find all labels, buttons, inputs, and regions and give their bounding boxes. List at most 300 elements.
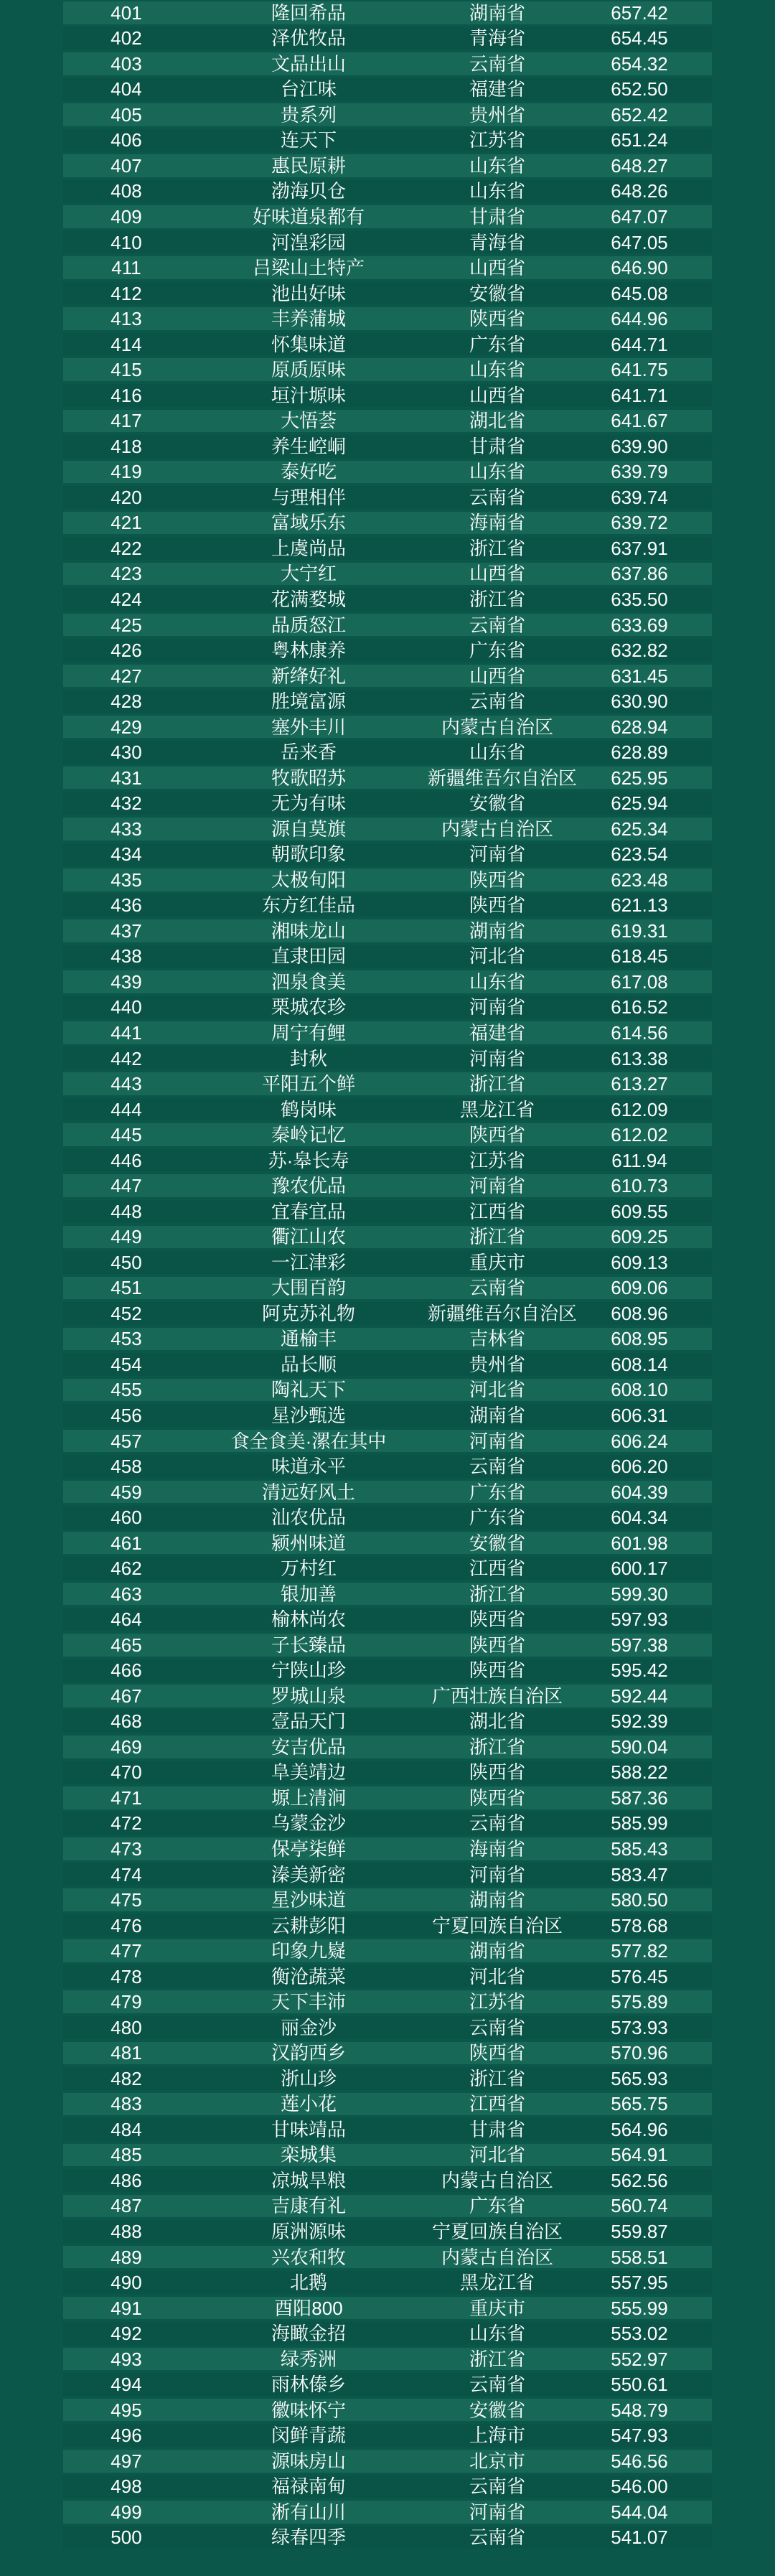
province-cell: 河北省: [469, 2144, 525, 2166]
score-cell: 641.67: [611, 410, 668, 432]
table-row: [63, 969, 712, 995]
province-cell: 安徽省: [469, 2399, 525, 2421]
score-cell: 557.95: [611, 2272, 668, 2294]
table-row: [63, 1862, 712, 1888]
rank-cell: 489: [111, 2246, 142, 2268]
rank-cell: 454: [111, 1353, 142, 1375]
province-cell: 山东省: [469, 741, 525, 764]
score-cell: 544.04: [611, 2501, 668, 2523]
table-row: [63, 357, 712, 383]
rank-cell: 478: [111, 1965, 142, 1987]
score-cell: 612.02: [611, 1124, 668, 1146]
brand-name-cell: 阿克苏礼物: [261, 1302, 355, 1324]
score-cell: 613.27: [611, 1073, 668, 1095]
rank-cell: 431: [111, 767, 142, 789]
rank-cell: 482: [111, 2067, 142, 2089]
table-row: [63, 1250, 712, 1275]
province-cell: 云南省: [469, 2526, 525, 2549]
province-cell: 浙江省: [469, 1736, 525, 1758]
brand-name-cell: 通榆丰: [280, 1328, 337, 1350]
score-cell: 647.07: [611, 206, 668, 228]
table-row-inner: [63, 2118, 712, 2141]
rank-cell: 428: [111, 690, 142, 713]
province-cell: 江苏省: [469, 1991, 525, 2013]
rank-cell: 424: [111, 588, 142, 610]
score-cell: 546.00: [611, 2476, 668, 2498]
rank-cell: 462: [111, 1558, 142, 1580]
rank-cell: 447: [111, 1175, 142, 1197]
rank-cell: 401: [111, 1, 142, 24]
province-cell: 浙江省: [469, 588, 525, 610]
table-row-inner: [63, 563, 712, 586]
table-row: [63, 281, 712, 306]
province-cell: 河南省: [469, 1175, 525, 1197]
score-cell: 576.45: [611, 1965, 668, 1987]
table-row: [63, 2270, 712, 2295]
table-row-inner: [63, 256, 712, 279]
table-row-inner: [63, 537, 712, 560]
rank-cell: 483: [111, 2093, 142, 2115]
brand-name-cell: 汕农优品: [271, 1507, 346, 1529]
rank-cell: 450: [111, 1251, 142, 1273]
score-cell: 577.82: [611, 1940, 668, 1962]
rank-cell: 486: [111, 2169, 142, 2191]
table-row: [63, 1071, 712, 1097]
province-cell: 浙江省: [469, 537, 525, 559]
brand-name-cell: 平阳五个鲜: [261, 1073, 355, 1095]
table-row: [63, 2168, 712, 2193]
rank-cell: 500: [111, 2526, 142, 2549]
table-row: [63, 816, 712, 842]
province-cell: 山东省: [469, 2323, 525, 2345]
table-row: [63, 1046, 712, 1072]
table-row: [63, 535, 712, 561]
table-row-inner: [63, 1481, 712, 1504]
table-row: [63, 561, 712, 587]
table-row: [63, 1097, 712, 1123]
table-row-inner: [63, 1047, 712, 1070]
score-cell: 565.75: [611, 2093, 668, 2115]
table-row-inner: [63, 1965, 712, 1988]
table-row: [63, 1301, 712, 1326]
score-cell: 553.02: [611, 2323, 668, 2345]
table-row: [63, 1402, 712, 1428]
brand-name-cell: 罗城山泉: [271, 1685, 346, 1707]
province-cell: 北京市: [469, 2450, 525, 2472]
province-cell: 浙江省: [469, 1073, 525, 1095]
province-cell: 甘肃省: [469, 206, 525, 228]
score-cell: 578.68: [611, 1914, 668, 1936]
brand-name-cell: 怀集味道: [271, 333, 346, 355]
table-row-inner: [63, 919, 712, 942]
province-cell: 江西省: [469, 1200, 525, 1222]
province-cell: 山西省: [469, 563, 525, 585]
table-row-inner: [63, 2424, 712, 2447]
table-row-inner: [63, 2093, 712, 2116]
table-row-inner: [63, 741, 712, 764]
brand-name-cell: 岳来香: [280, 741, 337, 764]
province-cell: 福建省: [469, 1022, 525, 1044]
brand-name-cell: 源味房山: [271, 2450, 346, 2472]
rank-cell: 432: [111, 792, 142, 815]
province-cell: 安徽省: [469, 1532, 525, 1554]
rank-cell: 405: [111, 103, 142, 126]
province-cell: 湖南省: [469, 1404, 525, 1426]
brand-name-cell: 上虞尚品: [271, 537, 346, 559]
score-cell: 547.93: [611, 2425, 668, 2447]
score-cell: 570.96: [611, 2042, 668, 2064]
table-row-inner: [63, 1736, 712, 1758]
province-cell: 湖南省: [469, 1940, 525, 1962]
rank-cell: 443: [111, 1073, 142, 1095]
rank-cell: 494: [111, 2374, 142, 2396]
table-row: [63, 1224, 712, 1250]
table-row-inner: [63, 894, 712, 917]
brand-name-cell: 与理相伴: [271, 486, 346, 508]
table-row: [63, 1020, 712, 1046]
rank-cell: 473: [111, 1838, 142, 1860]
score-cell: 599.30: [611, 1583, 668, 1605]
brand-name-cell: 保亭柒鲜: [271, 1838, 346, 1860]
score-cell: 641.71: [611, 384, 668, 406]
score-cell: 597.38: [611, 1634, 668, 1656]
brand-name-cell: 颍州味道: [271, 1532, 346, 1554]
brand-name-cell: 丰养蒲城: [271, 308, 346, 330]
province-cell: 云南省: [469, 486, 525, 508]
table-row: [63, 1760, 712, 1786]
score-cell: 587.36: [611, 1786, 668, 1809]
brand-name-cell: 食全食美·漯在其中: [230, 1430, 387, 1452]
province-cell: 陕西省: [469, 1608, 525, 1631]
table-row: [63, 2295, 712, 2321]
table-row: [63, 714, 712, 740]
rank-cell: 421: [111, 512, 142, 534]
brand-name-cell: 胜境富源: [271, 690, 346, 713]
province-cell: 江西省: [469, 2093, 525, 2115]
brand-name-cell: 丽金沙: [280, 2016, 337, 2038]
score-cell: 613.38: [611, 1047, 668, 1069]
province-cell: 广东省: [469, 1507, 525, 1529]
score-cell: 606.24: [611, 1430, 668, 1452]
table-row: [63, 1530, 712, 1556]
table-row: [63, 179, 712, 205]
brand-name-cell: 大围百韵: [271, 1277, 346, 1299]
brand-name-cell: 福禄南甸: [271, 2476, 346, 2498]
brand-name-cell: 秦岭记忆: [271, 1124, 346, 1146]
score-cell: 562.56: [611, 2169, 668, 2191]
rank-cell: 425: [111, 614, 142, 636]
table-row: [63, 255, 712, 281]
table-row-inner: [63, 2220, 712, 2243]
province-cell: 内蒙古自治区: [441, 818, 553, 840]
table-row-inner: [63, 410, 712, 433]
table-row: [63, 434, 712, 459]
rank-cell: 485: [111, 2144, 142, 2166]
table-row: [63, 1479, 712, 1505]
table-row-inner: [63, 2399, 712, 2422]
brand-name-cell: 东方红佳品: [261, 894, 355, 917]
province-cell: 山西省: [469, 384, 525, 406]
score-cell: 617.08: [611, 970, 668, 993]
brand-name-cell: 星沙甄选: [271, 1404, 346, 1426]
table-row: [63, 1913, 712, 1939]
brand-name-cell: 徽味怀宁: [271, 2399, 346, 2421]
brand-name-cell: 阜美靖边: [271, 1761, 346, 1784]
table-row-inner: [63, 2297, 712, 2320]
province-cell: 宁夏回族自治区: [431, 1914, 563, 1936]
rank-cell: 411: [111, 257, 141, 279]
province-cell: 贵州省: [469, 1353, 525, 1375]
score-cell: 610.73: [611, 1175, 668, 1197]
brand-name-cell: 垣汁塬味: [271, 384, 346, 406]
brand-name-cell: 新绛好礼: [271, 665, 346, 687]
brand-name-cell: 无为有味: [271, 792, 346, 815]
table-row: [63, 77, 712, 103]
table-row-inner: [63, 1302, 712, 1325]
province-cell: 陕西省: [469, 1124, 525, 1146]
province-cell: 河南省: [469, 1047, 525, 1069]
table-row-inner: [63, 2169, 712, 2192]
province-cell: 广东省: [469, 640, 525, 662]
table-row: [63, 408, 712, 434]
brand-name-cell: 台江味: [280, 78, 337, 100]
score-cell: 564.91: [611, 2144, 668, 2166]
rank-cell: 471: [111, 1786, 142, 1809]
score-cell: 618.45: [611, 945, 668, 968]
score-cell: 600.17: [611, 1558, 668, 1580]
province-cell: 江苏省: [469, 1149, 525, 1171]
rank-cell: 458: [111, 1456, 142, 1478]
table-row: [63, 2142, 712, 2168]
rank-cell: 448: [111, 1200, 142, 1222]
brand-name-cell: 汉韵西乡: [271, 2042, 346, 2064]
rank-cell: 472: [111, 1812, 142, 1835]
brand-name-cell: 吉康有礼: [271, 2195, 346, 2217]
table-row: [63, 1709, 712, 1735]
table-row: [63, 1836, 712, 1862]
rank-cell: 492: [111, 2323, 142, 2345]
province-cell: 云南省: [469, 1812, 525, 1835]
province-cell: 广东省: [469, 333, 525, 355]
brand-name-cell: 塬上清涧: [271, 1786, 346, 1809]
table-row-inner: [63, 1863, 712, 1886]
province-cell: 河南省: [469, 996, 525, 1018]
score-cell: 639.72: [611, 512, 668, 534]
brand-name-cell: 原洲源味: [271, 2220, 346, 2242]
table-row-inner: [63, 2144, 712, 2167]
rank-cell: 451: [111, 1277, 142, 1299]
province-cell: 海南省: [469, 1838, 525, 1860]
table-row-inner: [63, 792, 712, 815]
province-cell: 重庆市: [469, 2297, 525, 2319]
rank-cell: 423: [111, 563, 142, 585]
rank-cell: 487: [111, 2195, 142, 2217]
table-row-inner: [63, 1659, 712, 1682]
table-row: [63, 2244, 712, 2270]
rank-cell: 470: [111, 1761, 142, 1784]
table-row-inner: [63, 1251, 712, 1274]
table-row: [63, 1428, 712, 1454]
brand-name-cell: 贵系列: [280, 103, 337, 126]
rank-cell: 419: [111, 461, 142, 483]
table-row: [63, 893, 712, 919]
brand-name-cell: 河湟彩园: [271, 231, 346, 253]
province-cell: 黑龙江省: [459, 1098, 535, 1120]
table-row: [63, 2499, 712, 2525]
score-cell: 632.82: [611, 640, 668, 662]
score-cell: 575.89: [611, 1991, 668, 2013]
rank-cell: 468: [111, 1710, 142, 1733]
brand-name-cell: 莲小花: [280, 2093, 337, 2115]
score-cell: 639.74: [611, 486, 668, 508]
rank-cell: 444: [111, 1098, 142, 1120]
score-cell: 637.86: [611, 563, 668, 585]
province-cell: 山西省: [469, 665, 525, 687]
rank-cell: 452: [111, 1302, 142, 1324]
brand-name-cell: 浙山珍: [280, 2067, 337, 2089]
rank-cell: 445: [111, 1124, 142, 1146]
province-cell: 海南省: [469, 512, 525, 534]
table-row-inner: [63, 2042, 712, 2065]
province-cell: 湖北省: [469, 1710, 525, 1733]
score-cell: 635.50: [611, 588, 668, 610]
score-cell: 565.93: [611, 2067, 668, 2089]
table-row: [63, 1504, 712, 1530]
brand-name-cell: 栾城集: [280, 2144, 337, 2166]
province-cell: 河南省: [469, 2501, 525, 2523]
score-cell: 646.90: [611, 257, 668, 279]
province-cell: 广东省: [469, 2195, 525, 2217]
score-cell: 601.98: [611, 1532, 668, 1554]
table-row: [63, 1785, 712, 1811]
score-cell: 608.95: [611, 1328, 668, 1350]
province-cell: 重庆市: [469, 1251, 525, 1273]
score-cell: 606.31: [611, 1404, 668, 1426]
table-row: [63, 1581, 712, 1607]
table-row: [63, 663, 712, 689]
score-cell: 644.96: [611, 308, 668, 330]
province-cell: 山东省: [469, 359, 525, 381]
table-row-inner: [63, 231, 712, 254]
score-cell: 608.10: [611, 1379, 668, 1401]
table-row: [63, 637, 712, 663]
rank-cell: 461: [111, 1532, 142, 1554]
score-cell: 590.04: [611, 1736, 668, 1758]
brand-name-cell: 大悟荟: [280, 410, 337, 432]
brand-name-cell: 泽优牧品: [271, 27, 346, 50]
province-cell: 云南省: [469, 614, 525, 636]
score-cell: 639.90: [611, 435, 668, 457]
rank-cell: 407: [111, 154, 142, 177]
rank-cell: 466: [111, 1659, 142, 1682]
brand-name-cell: 雨林傣乡: [271, 2374, 346, 2396]
province-cell: 山东省: [469, 154, 525, 177]
rank-cell: 434: [111, 843, 142, 866]
table-row-inner: [63, 180, 712, 203]
table-row: [63, 1173, 712, 1199]
table-row: [63, 2117, 712, 2142]
score-cell: 652.50: [611, 78, 668, 100]
province-cell: 陕西省: [469, 1634, 525, 1656]
table-row: [63, 995, 712, 1021]
score-cell: 654.32: [611, 52, 668, 75]
table-row: [63, 2015, 712, 2041]
table-row: [63, 128, 712, 154]
province-cell: 江苏省: [469, 129, 525, 151]
table-row: [63, 1811, 712, 1837]
score-cell: 616.52: [611, 996, 668, 1018]
province-cell: 吉林省: [469, 1328, 525, 1350]
brand-name-cell: 苏·皋长寿: [268, 1149, 349, 1171]
score-cell: 595.42: [611, 1659, 668, 1682]
table-row-inner: [63, 1914, 712, 1937]
brand-name-cell: 直隶田园: [271, 945, 346, 968]
table-row-inner: [63, 333, 712, 356]
brand-name-cell: 太极旬阳: [271, 868, 346, 891]
province-cell: 上海市: [469, 2425, 525, 2447]
ranking-table[interactable]: [63, 0, 712, 2550]
province-cell: 黑龙江省: [459, 2272, 535, 2294]
table-row-inner: [63, 1, 712, 24]
brand-name-cell: 天下丰沛: [271, 1991, 346, 2013]
table-row: [63, 1938, 712, 1964]
province-cell: 陕西省: [469, 1659, 525, 1682]
brand-name-cell: 一江津彩: [271, 1251, 346, 1273]
table-row: [63, 332, 712, 357]
table-row: [63, 1148, 712, 1174]
brand-name-cell: 凉城旱粮: [271, 2169, 346, 2191]
brand-name-cell: 周宁有鲤: [271, 1022, 346, 1044]
score-cell: 619.31: [611, 919, 668, 942]
rank-cell: 480: [111, 2016, 142, 2038]
province-cell: 云南省: [469, 1456, 525, 1478]
table-row-inner: [63, 665, 712, 688]
province-cell: 云南省: [469, 2016, 525, 2038]
province-cell: 云南省: [469, 2476, 525, 2498]
table-row: [63, 867, 712, 893]
score-cell: 548.79: [611, 2399, 668, 2421]
rank-cell: 491: [111, 2297, 142, 2319]
rank-cell: 495: [111, 2399, 142, 2421]
province-cell: 福建省: [469, 78, 525, 100]
province-cell: 浙江省: [469, 2067, 525, 2089]
score-cell: 558.51: [611, 2246, 668, 2268]
table-row-inner: [63, 2067, 712, 2090]
province-cell: 浙江省: [469, 1583, 525, 1605]
table-row: [63, 1989, 712, 2015]
score-cell: 612.09: [611, 1098, 668, 1120]
rank-cell: 413: [111, 308, 142, 330]
score-cell: 647.05: [611, 231, 668, 253]
table-row: [63, 1734, 712, 1760]
rank-cell: 436: [111, 894, 142, 917]
table-row-inner: [63, 1200, 712, 1223]
rank-cell: 496: [111, 2425, 142, 2447]
table-row-inner: [63, 1532, 712, 1555]
brand-name-cell: 封秋: [289, 1047, 327, 1069]
table-row: [63, 230, 712, 256]
score-cell: 564.96: [611, 2118, 668, 2140]
table-row: [63, 1683, 712, 1709]
table-row-inner: [63, 1583, 712, 1606]
brand-name-cell: 衡沧蔬菜: [271, 1965, 346, 1987]
brand-name-cell: 池出好味: [271, 282, 346, 304]
table-row-inner: [63, 1277, 712, 1300]
table-row-inner: [63, 1149, 712, 1172]
score-cell: 609.06: [611, 1277, 668, 1299]
province-cell: 云南省: [469, 52, 525, 75]
table-row: [63, 1555, 712, 1581]
